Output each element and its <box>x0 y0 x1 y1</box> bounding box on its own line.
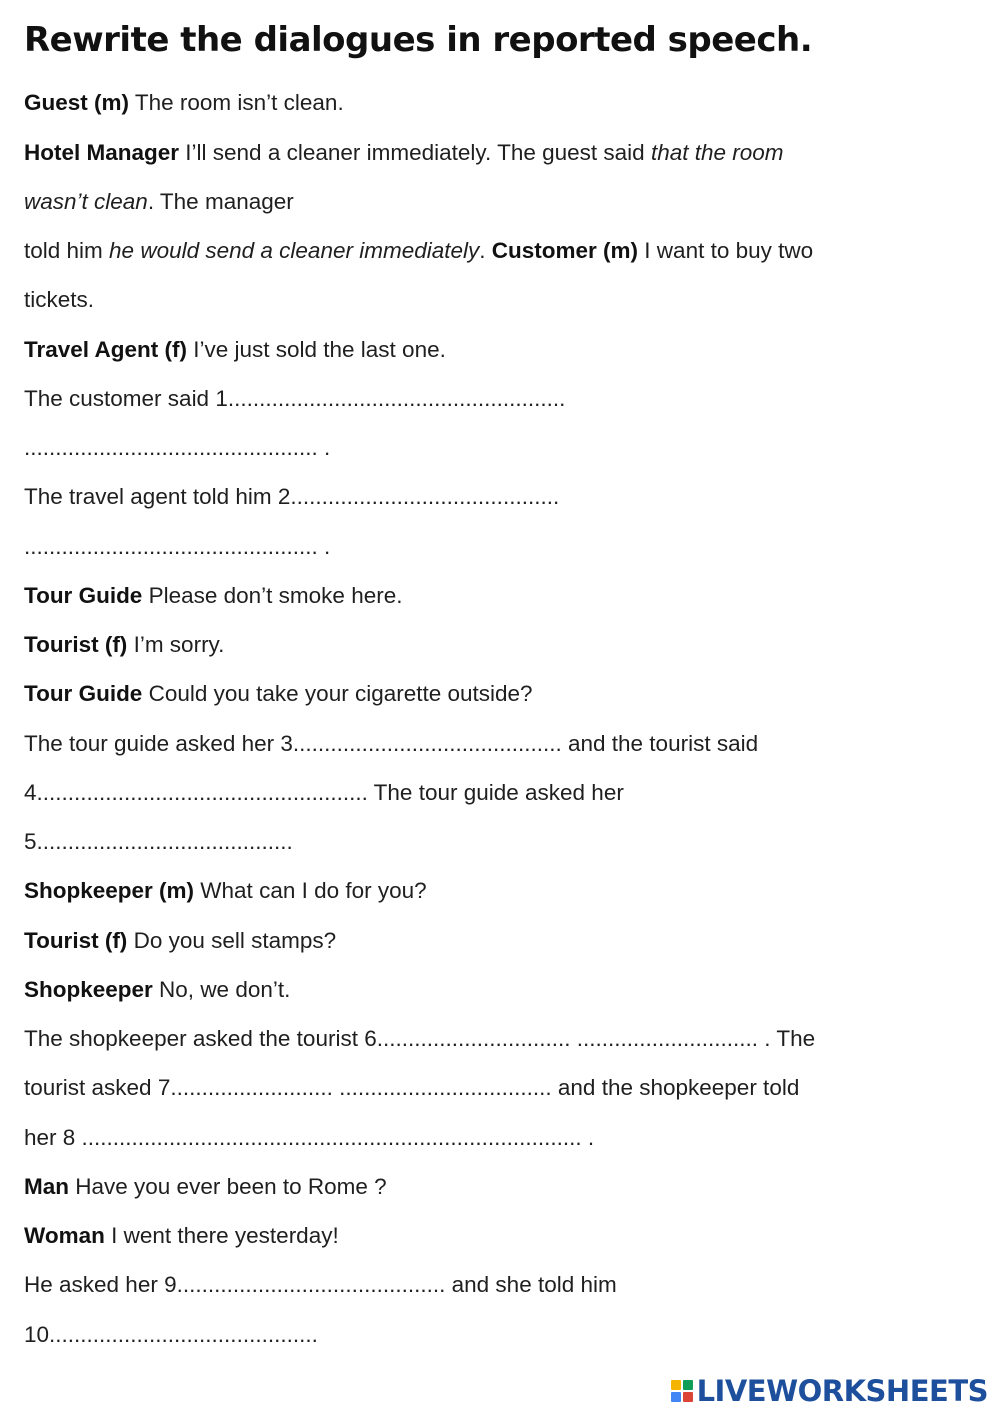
line-text: . <box>479 238 492 263</box>
line-text: He asked her 9........................................... and she told him <box>24 1272 617 1297</box>
line-text: her 8 ................................................................................ . <box>24 1125 595 1150</box>
answer-line-6[interactable] <box>24 1024 815 1054</box>
line-text: ............................................... . <box>24 534 331 559</box>
line-text: I’ve just sold the last one. <box>186 337 446 362</box>
line-text: Have you ever been to Rome ? <box>69 1174 387 1199</box>
line-text: What can I do for you? <box>194 878 427 903</box>
answer-line-1-cont[interactable] <box>24 433 330 463</box>
dialogue-line-7 <box>24 581 402 611</box>
logo-square <box>683 1380 693 1390</box>
line-text: The room isn’t clean. <box>129 90 344 115</box>
line-text: No, we don’t. <box>152 977 291 1002</box>
answer-line-4-5[interactable] <box>24 778 624 808</box>
answer-line-2-cont[interactable] <box>24 532 330 562</box>
liveworksheets-footer <box>671 1374 988 1408</box>
line-text: I’m sorry. <box>127 632 225 657</box>
answer-line-1[interactable] <box>24 384 565 414</box>
answer-line-9[interactable] <box>24 1270 617 1300</box>
speaker-label: Tourist (f) <box>24 928 128 953</box>
logo-square <box>671 1380 681 1390</box>
line-text: tourist asked 7.......................... .................................. and the shopkeeper told <box>24 1075 800 1100</box>
answer-line-3-4[interactable] <box>24 729 758 759</box>
line-text: ............................................... . <box>24 435 331 460</box>
dialogue-line-2 <box>24 138 784 168</box>
line-text: The tour guide asked her 3........................................... and the tourist said <box>24 731 759 756</box>
speaker-label: Tour Guide <box>24 681 143 706</box>
speaker-label: Guest (m) <box>24 90 130 115</box>
answer-line-5[interactable] <box>24 827 293 857</box>
answer-line-7[interactable] <box>24 1073 799 1103</box>
dialogue-line-3 <box>24 187 294 217</box>
answer-line-10[interactable] <box>24 1320 318 1350</box>
line-text: tickets. <box>24 287 95 312</box>
line-text: 10........................................... <box>24 1322 318 1347</box>
brand-name: LIVEWORKSHEETS <box>696 1374 988 1408</box>
speaker-label: Shopkeeper (m) <box>24 878 195 903</box>
worksheet-title: Rewrite the dialogues in reported speech. <box>24 20 813 60</box>
logo-square <box>671 1392 681 1402</box>
line-text: The travel agent told him 2........................................... <box>24 484 560 509</box>
line-text: told him <box>24 238 110 263</box>
logo-square <box>683 1392 693 1402</box>
line-text: 5......................................... <box>24 829 293 854</box>
dialogue-line-1 <box>24 88 344 118</box>
dialogue-line-4 <box>24 236 813 266</box>
speaker-label: Hotel Manager <box>24 140 180 165</box>
dialogue-line-10 <box>24 876 427 906</box>
dialogue-line-6 <box>24 335 446 365</box>
line-text: The customer said 1...................................................... <box>24 386 566 411</box>
line-text: The shopkeeper asked the tourist 6............................... ............................. . The <box>24 1026 816 1051</box>
line-text: I went there yesterday! <box>104 1223 339 1248</box>
dialogue-line-13 <box>24 1172 387 1202</box>
liveworksheets-logo-icon <box>671 1380 693 1402</box>
line-text: Could you take your cigarette outside? <box>142 681 533 706</box>
dialogue-line-5 <box>24 285 94 315</box>
dialogue-line-14 <box>24 1221 339 1251</box>
line-text: Do you sell stamps? <box>127 928 337 953</box>
speaker-label: Woman <box>24 1223 105 1248</box>
line-text: 4..................................................... The tour guide asked her <box>24 780 624 805</box>
example-answer: he would send a cleaner immediately <box>109 238 480 263</box>
dialogue-line-11 <box>24 926 336 956</box>
speaker-label: Man <box>24 1174 69 1199</box>
dialogue-line-9 <box>24 679 533 709</box>
speaker-label: Tour Guide <box>24 583 143 608</box>
line-text: I want to buy two <box>638 238 814 263</box>
line-text: . The manager <box>147 189 294 214</box>
example-answer: that the room <box>650 140 784 165</box>
line-text: Please don’t smoke here. <box>142 583 403 608</box>
answer-line-8[interactable] <box>24 1123 594 1153</box>
speaker-label: Customer (m) <box>491 238 639 263</box>
dialogue-line-12 <box>24 975 290 1005</box>
speaker-label: Tourist (f) <box>24 632 128 657</box>
speaker-label: Travel Agent (f) <box>24 337 187 362</box>
answer-line-2[interactable] <box>24 482 559 512</box>
line-text: I’ll send a cleaner immediately. The guest said <box>179 140 651 165</box>
dialogue-line-8 <box>24 630 224 660</box>
example-answer: wasn’t clean <box>24 189 148 214</box>
speaker-label: Shopkeeper <box>24 977 153 1002</box>
